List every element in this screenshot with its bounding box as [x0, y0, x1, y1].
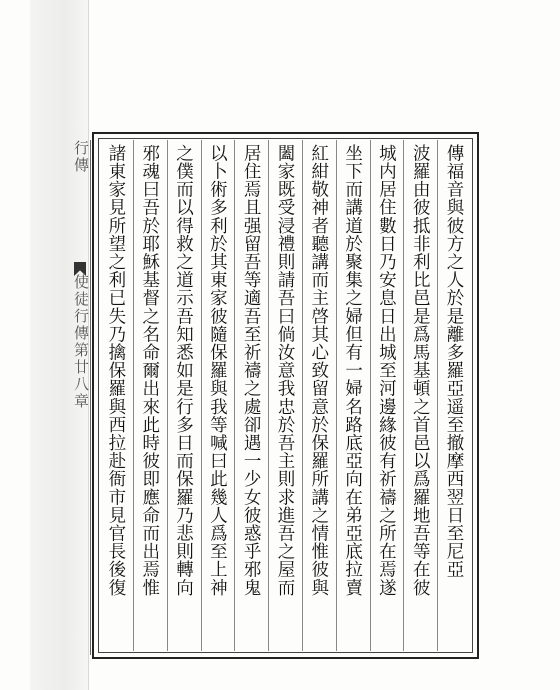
- text-columns: [100, 140, 471, 651]
- text-column: 傳福音與彼方之人於是離多羅亞遥至撤摩西翌日至尼亞: [437, 140, 471, 651]
- margin-lower-text: 使徒行傳第廿八章: [72, 274, 90, 410]
- text-column: 紅紺敬神者聽講而主啓其心致留意於保羅所講之情惟彼與: [302, 140, 336, 651]
- text-column: 坐下而講道於聚集之婦但有一婦名路底亞向在弟亞底拉賣: [336, 140, 370, 651]
- text-column: 以卜術多利於其東家彼隨保羅與我等喊曰此幾人爲至上神: [201, 140, 235, 651]
- text-column: 闔家既受浸禮則請吾曰倘汝意我忠於吾主則求進吾之屋而: [268, 140, 302, 651]
- text-column: 邪魂曰吾於耶穌基督之名命爾出來此時彼即應命而出焉惟: [133, 140, 167, 651]
- text-column: 之僕而以得救之道示吾知悉如是行多日而保羅乃悲則轉向: [167, 140, 201, 651]
- margin-title: [66, 140, 92, 655]
- margin-rule: [90, 140, 91, 655]
- text-column: 居住焉且强留吾等適吾至祈禱之處卻遇一少女彼惑乎邪鬼: [234, 140, 268, 651]
- margin-title-text: 行傳: [72, 140, 90, 174]
- text-column: 諸東家見所望之利已失乃擒保羅與西拉赴衙市見官長後復: [105, 144, 126, 597]
- text-column: 波羅由彼抵非利比邑是爲馬基頓之首邑以爲羅地吾等在彼: [403, 140, 437, 651]
- text-column: 城内居住數日乃安息日出城至河邊緣彼有祈禱之所在焉遂: [370, 140, 404, 651]
